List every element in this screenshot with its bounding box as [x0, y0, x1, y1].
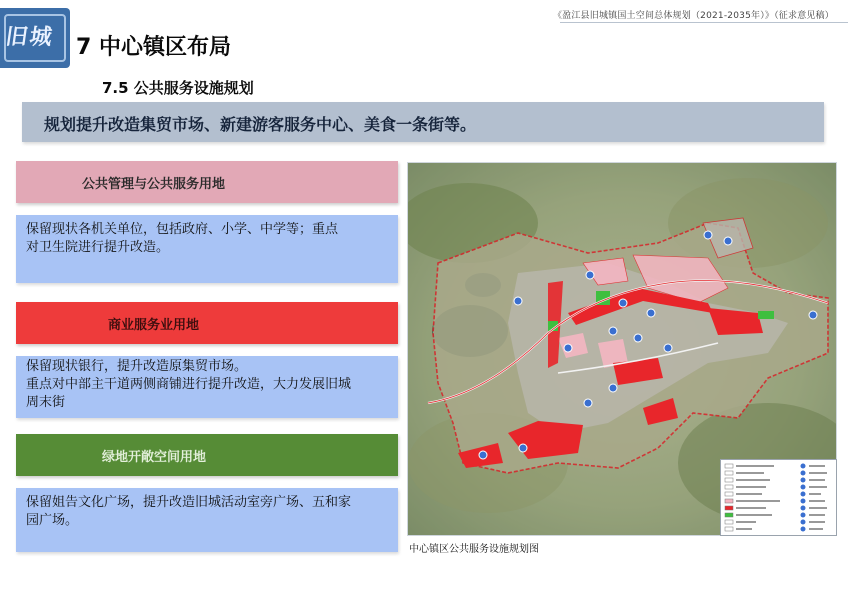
map-legend-graphic: [721, 460, 838, 537]
category-green-space-title: 绿地开敞空间用地: [102, 450, 207, 465]
section-title: 7.5 公共服务设施规划: [102, 79, 254, 97]
map-legend: [720, 459, 837, 536]
description-line: 周末街: [26, 395, 66, 410]
summary-banner: [22, 102, 824, 142]
header-rule: [560, 22, 848, 23]
description-public-service: [16, 215, 398, 283]
chapter-title: 7 中心镇区布局: [76, 35, 231, 60]
description-green-space: [16, 488, 398, 552]
summary-banner-text: 规划提升改造集贸市场、新建游客服务中心、美食一条街等。: [44, 115, 477, 134]
category-commerce-title: 商业服务业用地: [108, 318, 200, 333]
description-line: 园广场。: [26, 513, 79, 528]
description-commerce: [16, 356, 398, 418]
logo-text: 旧城: [3, 24, 56, 50]
category-green-space: [16, 434, 398, 476]
document-title: 《盈江县旧城镇国土空间总体规划（2021-2035年）》（征求意见稿）: [552, 11, 834, 21]
category-commerce: [16, 302, 398, 344]
town-logo: [0, 8, 70, 68]
map-caption: 中心镇区公共服务设施规划图: [409, 544, 539, 555]
description-line: 重点对中部主干道两侧商铺进行提升改造，大力发展旧城: [26, 377, 352, 392]
description-line: 对卫生院进行提升改造。: [26, 240, 170, 255]
description-line: 保留现状各机关单位，包括政府、小学、中学等；重点: [26, 222, 339, 237]
description-line: 保留姐告文化广场，提升改造旧城活动室旁广场、五和家: [26, 495, 352, 510]
category-public-service: [16, 161, 398, 203]
category-public-service-title: 公共管理与公共服务用地: [82, 177, 226, 192]
description-line: 保留现状银行，提升改造原集贸市场。: [26, 359, 248, 374]
